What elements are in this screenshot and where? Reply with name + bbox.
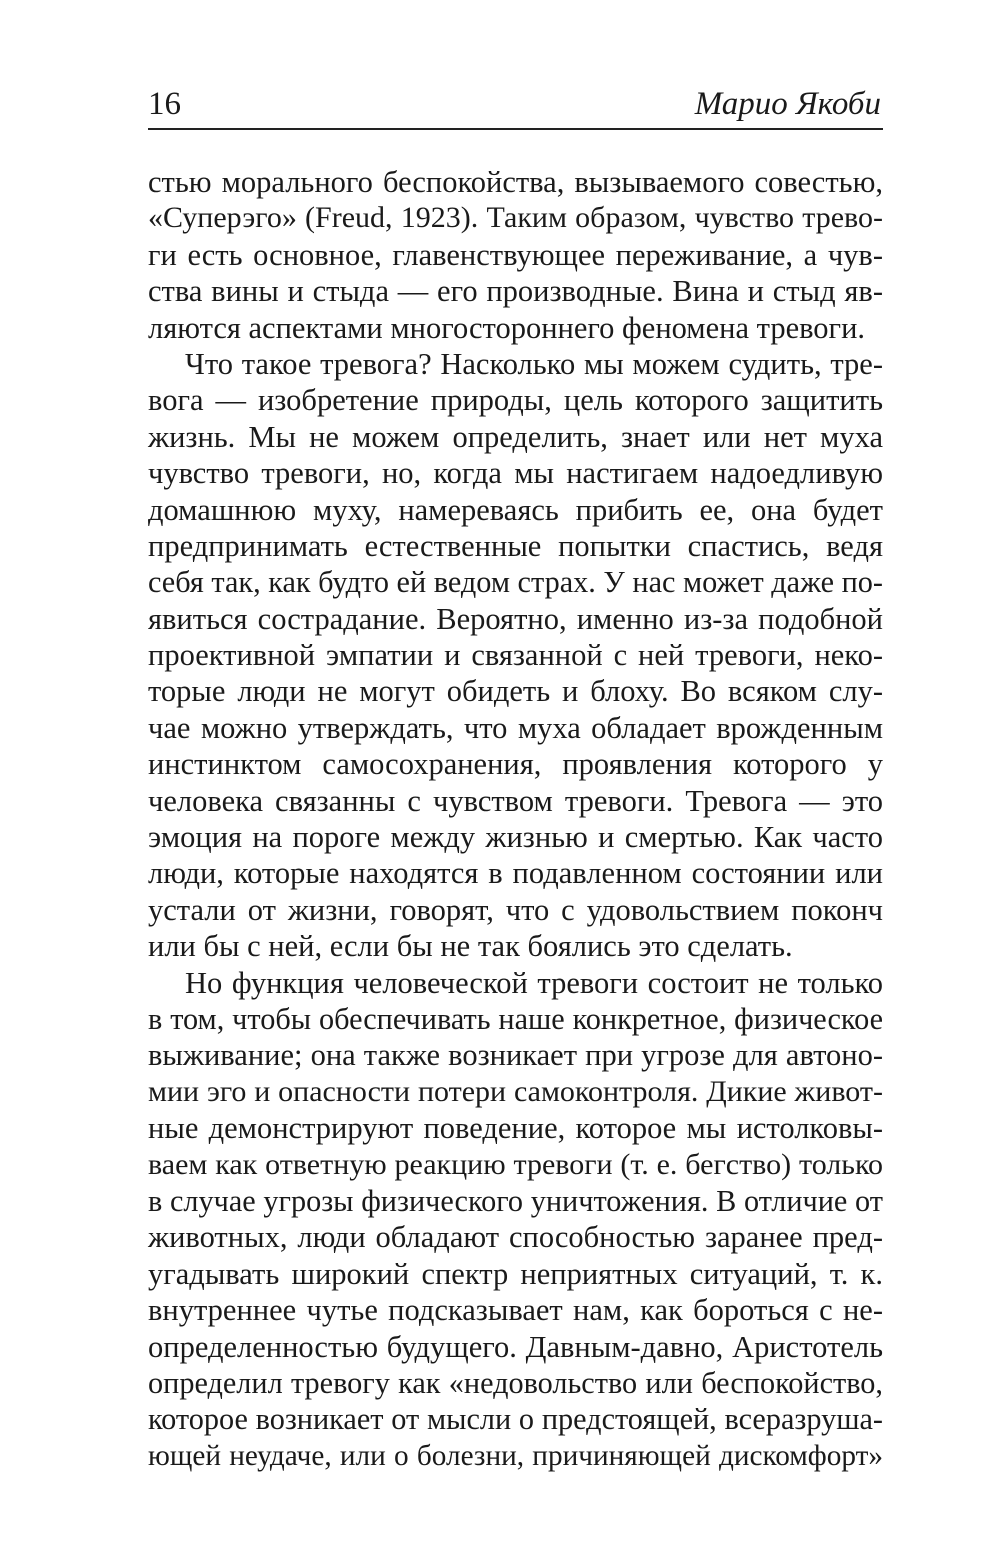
text-line: торые люди не могут обидеть и блоху. Во всяком слу- — [148, 674, 883, 709]
page-number: 16 — [148, 86, 181, 122]
text-line: мии эго и опасности потери самоконтроля. Дикие живот- — [148, 1074, 883, 1108]
text-line: предпринимать естественные попытки спастись, ведя — [148, 528, 883, 563]
text-line: ляются аспектами многостороннего феномена тревоги. — [148, 310, 866, 345]
running-title: Марио Якоби — [694, 86, 881, 122]
text-line: Но функция человеческой тревоги состоит не только — [185, 965, 883, 1000]
text-line: люди, которые находятся в подавленном состоянии или — [148, 856, 883, 891]
text-line: определенностью будущего. Давным-давно, Аристотель — [148, 1329, 883, 1364]
text-line: жизнь. Мы не можем определить, знает или нет муха — [148, 419, 883, 454]
text-line: чувство тревоги, но, когда мы настигаем надоедливую — [148, 456, 883, 491]
text-line: в случае угрозы физического уничтожения. В отличие от — [148, 1183, 883, 1218]
text-line: или бы с ней, если бы не так боялись это сделать. — [148, 929, 793, 964]
paragraph — [148, 965, 883, 1474]
text-line: угадывать широкий спектр неприятных ситуаций, т. к. — [148, 1256, 883, 1291]
text-line: вога — изобретение природы, цель которого защитить — [148, 383, 883, 418]
text-line: которое возникает от мысли о предстоящей, всеразруша- — [148, 1402, 883, 1437]
text-line: чае можно утверждать, что муха обладает врожденным — [148, 710, 883, 745]
text-line: в том, чтобы обеспечивать наше конкретное, физическое — [148, 1001, 883, 1036]
text-line: ства вины и стыда — его производные. Вина и стыд яв- — [148, 274, 883, 309]
text-line: ющей неудаче, или о болезни, причиняющей дискомфорт» — [148, 1439, 883, 1472]
text-line: эмоция на пороге между жизнью и смертью. Как часто — [148, 820, 883, 855]
text-line: проективной эмпатии и связанной с ней тревоги, неко- — [148, 638, 883, 673]
text-line: себя так, как будто ей ведом страх. У нас может даже по- — [148, 565, 883, 600]
text-line: ные демонстрируют поведение, которое мы истолковы- — [148, 1111, 883, 1146]
text-line: явиться сострадание. Вероятно, именно из-за подобной — [148, 601, 883, 636]
running-head — [148, 82, 883, 130]
text-line: ваем как ответную реакцию тревоги (т. е. бегство) только — [148, 1147, 883, 1181]
text-line: стью морального беспокойства, вызываемого совестью, — [148, 165, 883, 199]
text-line: животных, люди обладают способностью заранее пред- — [148, 1220, 883, 1255]
paragraph — [148, 164, 883, 346]
body-text — [148, 164, 883, 1474]
text-line: инстинктом самосохранения, проявления которого у — [148, 747, 883, 782]
text-line: домашнюю муху, намереваясь прибить ее, она будет — [148, 492, 883, 527]
book-page — [148, 82, 883, 1474]
text-line: устали от жизни, говорят, что с удовольствием поконч — [148, 892, 883, 927]
text-line: ги есть основное, главенствующее переживание, а чув- — [148, 237, 883, 272]
text-line: определил тревогу как «недовольство или беспокойство, — [148, 1365, 883, 1400]
text-line: человека связанны с чувством тревоги. Тревога — это — [148, 783, 883, 818]
text-line: внутреннее чутье подсказывает нам, как бороться с не- — [148, 1293, 883, 1328]
paragraph — [148, 346, 883, 965]
text-line: выживание; она также возникает при угрозе для автоно- — [148, 1038, 883, 1073]
text-line: «Суперэго» (Freud, 1923). Таким образом, чувство трево- — [148, 201, 883, 235]
text-line: Что такое тревога? Насколько мы можем судить, тре- — [185, 346, 883, 381]
